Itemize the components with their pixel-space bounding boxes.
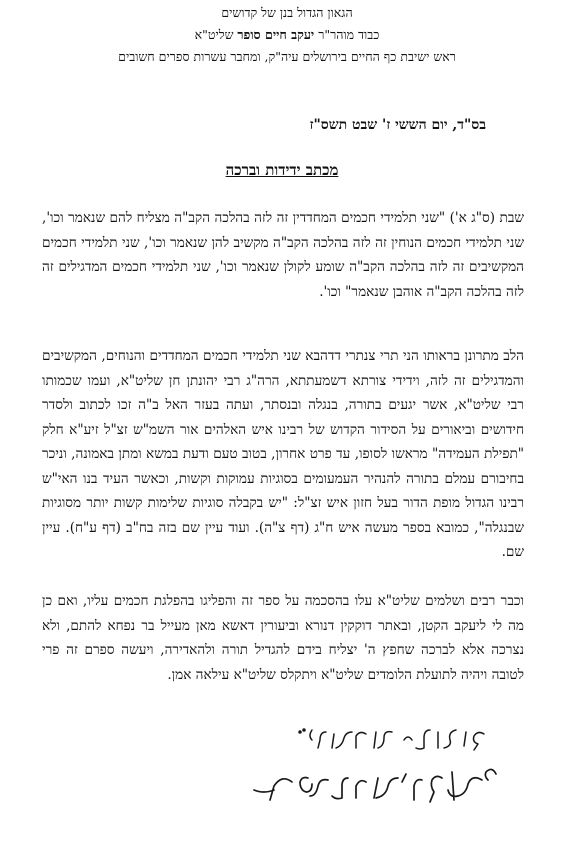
letterhead-line-3: ראש ישיבת כף החיים בירושלים עיה"ק, ומחבר עשרות ספרים חשובים xyxy=(118,49,456,64)
signature-name-stroke xyxy=(254,769,496,802)
letterhead-line-1: הגאון הגדול בנן של קדושים xyxy=(221,5,353,20)
signature-closing-stroke xyxy=(299,729,484,750)
letterhead-line-2 xyxy=(40,24,534,46)
letterhead-title-prefix: כבוד מוהר"ר xyxy=(318,27,380,42)
letter-title: מכתב ידידות וברכה xyxy=(225,161,339,179)
handwritten-signature xyxy=(216,722,516,842)
letterhead-author-name: יעקב חיים סופר xyxy=(237,27,315,42)
paragraph-1: שבת (ס"ג א') "שני תלמידי חכמים המחדדין זה לזה בהלכה הקב"ה מצליח להם שנאמר וכו', שני תלמידי חכמים הנוחין זה לזה בהלכה הקב"ה מקשיב להן שנאמר וכו', שני תלמידי חכמים המקשיבים זה לזה בהלכה הקב"ה שומע לקולן שנאמר וכו', שני תלמידי חכמים המדגילים זה לזה בהלכה הקב"ה אוהבן שנאמר" וכו'. xyxy=(42,210,524,300)
dateline: בס"ד, יום הששי ז' שבט תשס"ז xyxy=(309,117,486,133)
letterhead-title-suffix: שליט"א xyxy=(194,27,234,42)
paragraph-2: הלב מתרונן בראותו הני תרי צנתרי דדהבא שני תלמידי חכמים המחדדים והנוחים, המקשיבים והמדגילים זה לזה, וידידי צורתא דשמעתתא, הרה"ג רבי יהונתן חן שליט"א, ועמו שכמותו רבי שליט"א, אשר יגעים בתורה, בנגלה ובנסתר, ועתה בעזר האל ב"ה זכו לכתוב ולסדר חידושים וביאורים על הסידור הקדוש של רבינו איש האלהים אור השמ"ש זצ"ל זיע"א חלק "תפילת העמידה" מראשו לסופו, עד פרט אחרון, בטוב טעם ודעת במשא ומתן באמונה, וניכר בחיבורם עמלם בתורה להנהיר העמעומים בסוגיות עמוקות וקשות, וכאשר העיד בנו האי"ש רבינו הגדול מופת הדור בעל חזון איש זצ"ל: "יש בקבלה סוגיות שלימות קשות יותר מסוגיות שבנגלה", כמובא בספר מעשה איש ח"ג (דף צ"ה). ועוד עיין שם בזה בח"ב (דף ע"ח). עיין שם. xyxy=(42,348,524,560)
signature-drawing xyxy=(216,722,516,842)
paragraph-3: וכבר רבים ושלמים שליט"א עלו בהסכמה על ספר זה והפליגו בהפלגת חכמים עליו, ואם כן מה לי ליעקב הקטן, ובאתר דוקקין דנורא וביעורין דאשא מאן מעייל בר נפחא להתם, ולא נצרכה אלא לברכה שחפץ ה' יצליח בידם להגדיל תורה ולהאדירה, ויעשה ספרם זה פרי לטובה ויהיה לתועלת הלומדים שליט"א ויתקלס שליט"א עילאה אמן. xyxy=(42,593,524,683)
letterhead xyxy=(40,2,534,68)
